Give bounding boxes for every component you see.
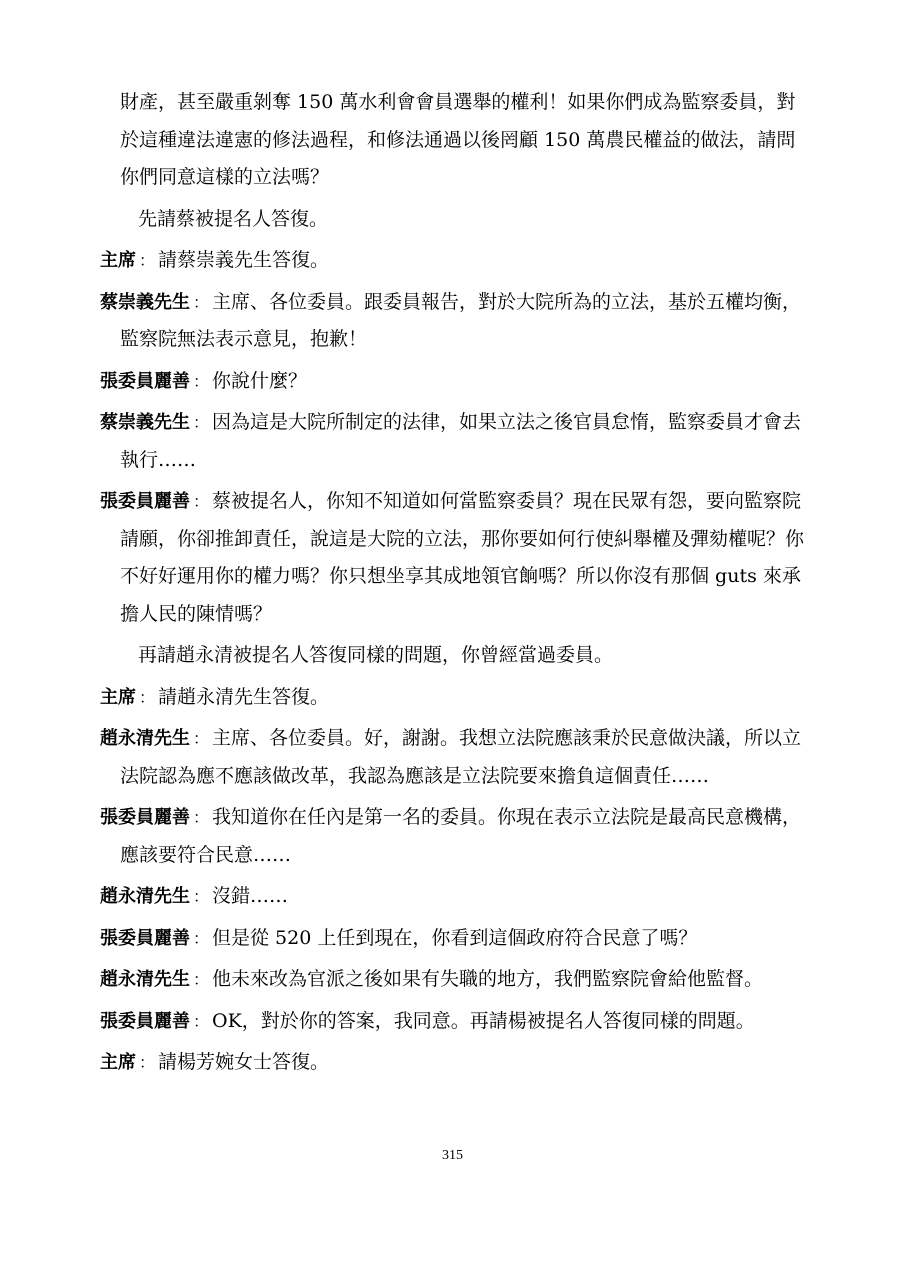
- speech-entry: [100, 483, 806, 633]
- speech-text: 沒錯……: [212, 885, 289, 907]
- speech-entry: [100, 242, 806, 280]
- speech-entry: [100, 284, 806, 359]
- speaker-colon: ：: [193, 729, 210, 748]
- speech-entry: [100, 679, 806, 717]
- speaker-name: 主席: [100, 686, 136, 708]
- speaker-name: 蔡崇義先生: [100, 412, 190, 433]
- speaker-colon: ：: [193, 887, 210, 906]
- speaker-colon: ：: [193, 928, 210, 948]
- speaker-name: 張委員麗善: [100, 370, 190, 392]
- paragraph-continuation: [100, 84, 806, 197]
- paragraph-text: 先請蔡被提名人答復。: [138, 207, 329, 230]
- speaker-colon: ：: [139, 687, 156, 707]
- speaker-name: 主席: [100, 1052, 136, 1073]
- speech-entry: [100, 363, 806, 401]
- speech-text: 他未來改為官派之後如果有失職的地方，我們監察院會給他監督。: [212, 968, 764, 990]
- speaker-colon: ：: [193, 492, 210, 511]
- speaker-name: 主席: [100, 250, 136, 271]
- paragraph-indented: [100, 201, 806, 239]
- speaker-colon: ：: [139, 251, 156, 270]
- speech-text: 你說什麼？: [212, 369, 308, 392]
- speech-entry: [100, 961, 806, 999]
- speech-text: 請楊芳婉女士答復。: [158, 1051, 330, 1073]
- speech-entry: [100, 1044, 806, 1082]
- speaker-name: 張委員麗善: [100, 927, 190, 949]
- speaker-name: 趙永清先生: [100, 728, 190, 749]
- page-body: [100, 84, 806, 1086]
- speaker-colon: ：: [193, 808, 210, 827]
- speech-text: 主席、各位委員。跟委員報告，對於大院所為的立法，基於五權均衡，監察院無法表示意見，抱歉！: [120, 290, 802, 350]
- speaker-colon: ：: [193, 371, 210, 391]
- speaker-colon: ：: [193, 970, 210, 989]
- speech-entry: [100, 920, 806, 958]
- speech-text: 因為這是大院所制定的法律，如果立法之後官員怠惰，監察委員才會去執行……: [120, 411, 802, 471]
- page-number: 315: [442, 1148, 463, 1163]
- speaker-colon: ：: [193, 292, 210, 312]
- speech-text: 蔡被提名人，你知不知道如何當監察委員？現在民眾有怨，要向監察院請願，你卻推卸責任，說這是大院的立法，那你要如何行使糾舉權及彈劾權呢？你不好好運用你的權力嗎？你只想坐享其成地領官餉嗎？所以你沒有那個 guts 來承擔人民的陳情嗎？: [120, 490, 805, 625]
- paragraph-text: 財產，甚至嚴重剝奪 150 萬水利會會員選舉的權利！如果你們成為監察委員，對於這種違法違憲的修法過程，和修法通過以後罔顧 150 萬農民權益的做法，請問你們同意這樣的立法嗎？: [120, 91, 796, 188]
- speech-text: OK，對於你的答案，我同意。再請楊被提名人答復同樣的問題。: [212, 1009, 755, 1032]
- speaker-colon: ：: [193, 413, 210, 432]
- speech-entry: [100, 799, 806, 874]
- speech-text: 請趙永清先生答復。: [158, 685, 330, 708]
- speech-text: 主席、各位委員。好，謝謝。我想立法院應該秉於民意做決議，所以立法院認為應不應該做改革，我認為應該是立法院要來擔負這個責任……: [120, 727, 802, 787]
- speech-entry: [100, 404, 806, 479]
- speech-text: 請蔡崇義先生答復。: [158, 249, 330, 271]
- speaker-name: 張委員麗善: [100, 1010, 190, 1032]
- speaker-name: 蔡崇義先生: [100, 291, 190, 313]
- speech-entry: [100, 720, 806, 795]
- speaker-name: 趙永清先生: [100, 886, 190, 907]
- speech-text: 但是從 520 上任到現在，你看到這個政府符合民意了嗎？: [212, 926, 698, 949]
- speaker-name: 張委員麗善: [100, 491, 190, 512]
- speech-entry: [100, 1003, 806, 1041]
- speaker-colon: ：: [193, 1011, 210, 1031]
- speaker-name: 趙永清先生: [100, 969, 190, 990]
- speech-entry: [100, 878, 806, 916]
- speaker-colon: ：: [139, 1053, 156, 1072]
- paragraph-indented: [100, 637, 806, 675]
- speaker-name: 張委員麗善: [100, 807, 190, 828]
- speech-text: 我知道你在任內是第一名的委員。你現在表示立法院是最高民意機構，應該要符合民意……: [120, 806, 802, 866]
- paragraph-text: 再請趙永清被提名人答復同樣的問題，你曾經當過委員。: [138, 644, 614, 666]
